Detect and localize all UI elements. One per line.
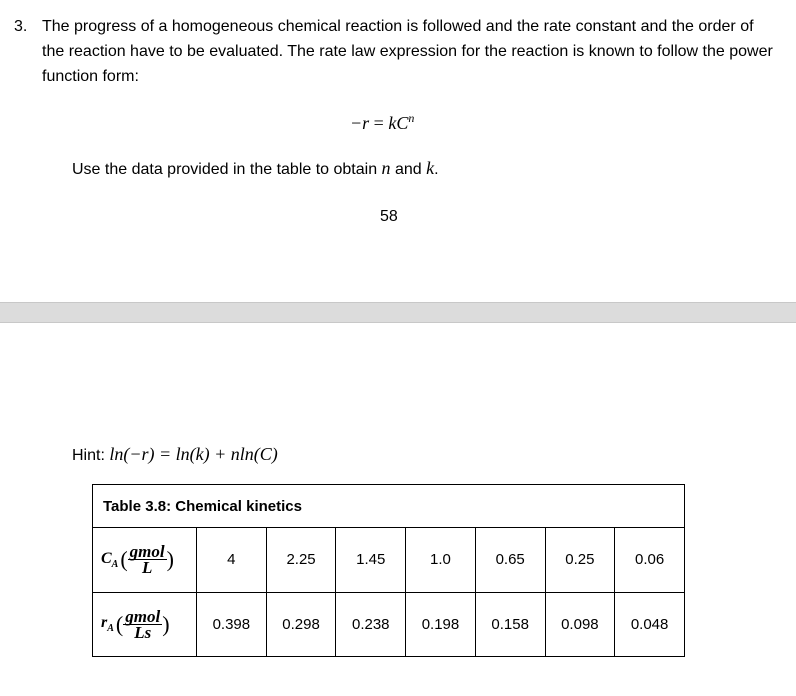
table-cell: 0.198 xyxy=(406,592,476,657)
row-label-rate: $r_A$( $\frac{\text{gmol}}{Ls}$ ) xyxy=(93,592,197,657)
hint xyxy=(72,442,278,468)
unit-fraction: $\frac{\text{gmol}}{Ls}$ xyxy=(125,606,161,642)
table-cell: 4 xyxy=(197,528,267,593)
table-cell: 0.298 xyxy=(266,592,336,657)
hint-formula: ln(−r) = ln(k) + nln(C) xyxy=(109,444,278,464)
table-cell: 0.65 xyxy=(475,528,545,593)
question-text: The progress of a homogeneous chemical reaction is followed and the rate constant and the order of the reaction have to be evaluated. The rate law expression for the reaction is known to follow the power function form: xyxy=(42,18,773,85)
hint-label: Hint: xyxy=(72,447,110,464)
chemical-kinetics-table xyxy=(92,484,685,657)
table-cell: 0.048 xyxy=(615,592,685,657)
page-number: 58 xyxy=(380,208,398,225)
table-cell: 0.06 xyxy=(615,528,685,593)
table-cell: 0.398 xyxy=(197,592,267,657)
unit-fraction: $\frac{\text{gmol}}{L}$ xyxy=(129,542,165,578)
page-break-separator xyxy=(0,302,796,323)
table-cell: 0.098 xyxy=(545,592,615,657)
table-cell: 0.238 xyxy=(336,592,406,657)
row-label-concentration: $C_A$( $\frac{\text{gmol}}{L}$ ) xyxy=(93,528,197,593)
rate-law-equation: $-r = kC^n$ xyxy=(350,111,415,133)
table-cell: 1.45 xyxy=(336,528,406,593)
table-row xyxy=(93,528,685,593)
table-caption-row xyxy=(93,485,685,528)
table-cell: 0.25 xyxy=(545,528,615,593)
table-cell: 1.0 xyxy=(406,528,476,593)
table-cell: 2.25 xyxy=(266,528,336,593)
table-cell: 0.158 xyxy=(475,592,545,657)
table-caption: Table 3.8: Chemical kinetics xyxy=(93,485,685,528)
instruction-text: Use the data provided in the table to obtain n and k. xyxy=(72,158,439,178)
table-row xyxy=(93,592,685,657)
question-number: 3. xyxy=(14,18,28,35)
